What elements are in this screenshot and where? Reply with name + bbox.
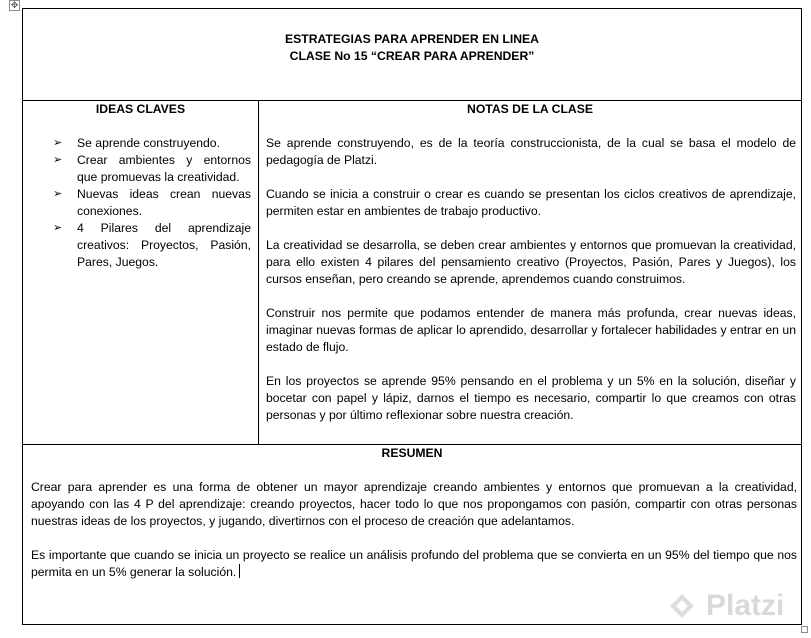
arrow-bullet-icon: ➢ (53, 154, 63, 166)
header-title: ESTRATEGIAS PARA APRENDER EN LINEA (285, 32, 539, 46)
document-header (23, 31, 801, 65)
resumen-paragraph[interactable]: Crear para aprender es una forma de obtener un mayor aprendizaje creando ambientes y entornos que promuevan a la creatividad, apoyando con las 4 P del aprendizaje: creando proyectos, hacer todo lo que nos propongamos con pasión, compartir con otras personas nuestras ideas de los proyectos, y jugando, divertirnos con el proceso de creación que adelantamos. (31, 480, 797, 528)
arrow-bullet-icon: ➢ (53, 137, 63, 149)
notes-paragraph[interactable]: Construir nos permite que podamos entender de manera más profunda, crear nuevas ideas, imaginar nuevas formas de aplicar lo aprendido, desarrollar y fortalecer habilidades y entrar en un estado de flujo. (266, 306, 796, 354)
notes-table (22, 8, 802, 625)
list-item[interactable]: ➢ Nuevas ideas crean nuevas conexiones. (53, 187, 251, 218)
table-resize-handle[interactable] (801, 626, 808, 633)
platzi-logo-icon (668, 592, 696, 620)
platzi-watermark (668, 584, 808, 628)
column-divider (258, 100, 259, 445)
arrow-bullet-icon: ➢ (53, 222, 63, 234)
text-cursor (239, 564, 240, 578)
notes-paragraph[interactable]: En los proyectos se aprende 95% pensando en el problema y un 5% en la solución, diseñar y bocetar con papel y lápiz, darnos el tiempo es necesario, compartir lo que creamos con otras personas y por último reflexionar sobre nuestra creación. (266, 374, 796, 422)
notes-paragraph[interactable]: Cuando se inicia a construir o crear es cuando se presentan los ciclos creativos de aprendizaje, permiten estar en ambientes de trabajo productivo. (266, 187, 796, 218)
notes-body (266, 135, 796, 441)
notas-title: NOTAS DE LA CLASE (467, 102, 593, 116)
watermark-text: Platzi (706, 589, 785, 622)
resumen-body (31, 479, 797, 598)
notes-paragraph[interactable]: Se aprende construyendo, es de la teoría construccionista, de la cual se basa el modelo de pedagogía de Platzi. (266, 136, 796, 167)
resumen-title: RESUMEN (381, 446, 443, 460)
table-move-handle[interactable]: ✥ (10, 0, 19, 10)
resumen-paragraph[interactable]: Es importante que cuando se inicia un proyecto se realice un análisis profundo del problema que se convierta en un 95% del tiempo que nos permita en un 5% generar la solución. (31, 548, 797, 579)
list-item[interactable]: ➢ Se aprende construyendo. (53, 136, 220, 150)
list-item[interactable]: ➢ 4 Pilares del aprendizaje creativos: Proyectos, Pasión, Pares, Juegos. (53, 221, 251, 269)
ideas-list (53, 135, 251, 271)
ideas-claves-title: IDEAS CLAVES (95, 102, 186, 116)
list-item[interactable]: ➢ Crear ambientes y entornos que promuevas la creatividad. (53, 153, 251, 184)
notes-paragraph[interactable]: La creatividad se desarrolla, se deben crear ambientes y entornos que promuevan la creatividad, para ello existen 4 pilares del pensamiento creativo (Proyectos, Pasión, Pares y Juegos), los cursos enseñan, pero creando se aprende, aprendemos cuando construimos. (266, 238, 796, 286)
arrow-bullet-icon: ➢ (53, 188, 63, 200)
header-subtitle: CLASE No 15 “CREAR PARA APRENDER” (289, 49, 535, 63)
